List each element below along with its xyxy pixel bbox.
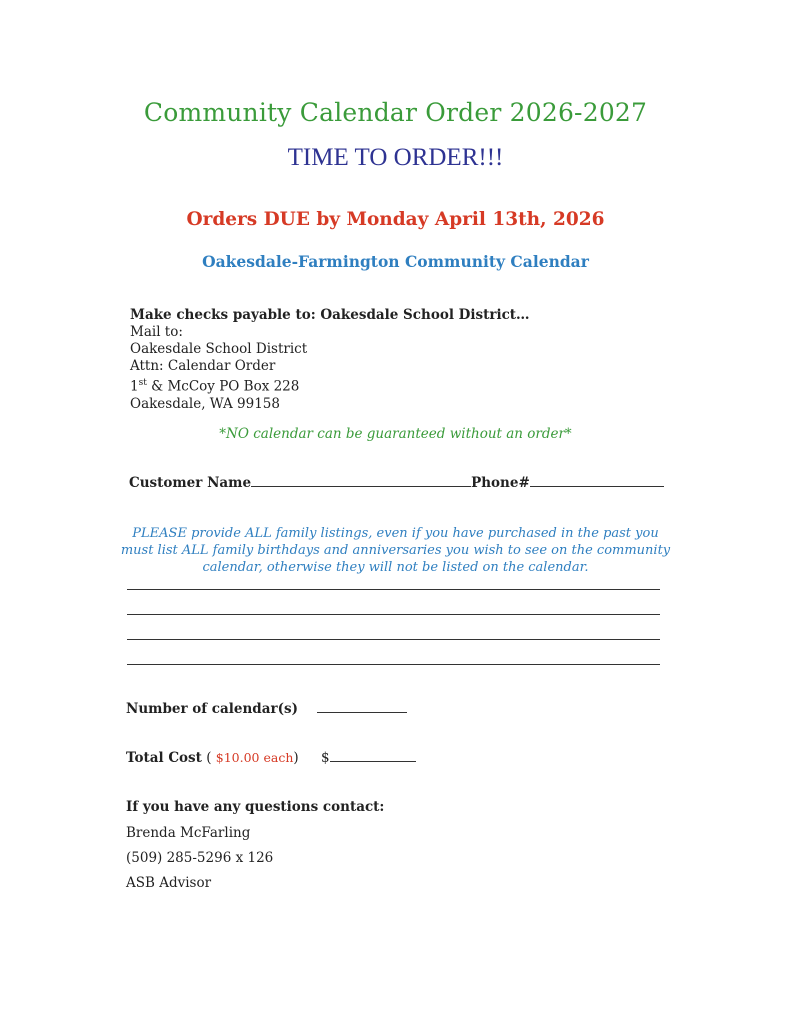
due-date-heading: Orders DUE by Monday April 13th, 2026 <box>186 209 605 230</box>
total-cost-label: Total Cost <box>126 750 202 766</box>
contact-role: ASB Advisor <box>126 875 212 891</box>
family-listing-instructions: PLEASE provide ALL family listings, even if you have purchased in the past you must list ALL family birthdays and anniversaries you wish to see on the community calendar, otherwise they will not be listed on the calendar. <box>120 526 671 575</box>
checks-payable-line: Make checks payable to: Oakesdale School District… <box>130 307 530 323</box>
family-listing-line-4[interactable] <box>127 664 660 665</box>
contact-phone: (509) 285-5296 x 126 <box>126 850 274 866</box>
customer-row <box>129 474 664 491</box>
family-listing-line-3[interactable] <box>127 639 660 640</box>
phone-label: Phone# <box>471 475 530 491</box>
address-line-1: Oakesdale School District <box>130 341 308 357</box>
dollar-sign: $ <box>320 750 330 766</box>
mail-to-label: Mail to: <box>130 324 183 340</box>
phone-field[interactable] <box>530 474 664 487</box>
quantity-field[interactable] <box>317 700 407 713</box>
unit-price: $10.00 each <box>215 750 294 765</box>
time-to-order-heading: TIME TO ORDER!!! <box>287 144 504 171</box>
address-line-3: 1st & McCoy PO Box 228 <box>130 378 300 395</box>
quantity-row <box>126 700 407 717</box>
guarantee-note: *NO calendar can be guaranteed without an order* <box>219 426 572 442</box>
total-cost-row: Total Cost ( $10.00 each) $ <box>126 749 416 766</box>
total-cost-field[interactable] <box>330 749 416 762</box>
calendar-name-heading: Oakesdale-Farmington Community Calendar <box>202 252 589 271</box>
mailing-instructions <box>130 307 530 413</box>
family-listing-line-2[interactable] <box>127 614 660 615</box>
address-line-4: Oakesdale, WA 99158 <box>130 395 280 412</box>
customer-name-field[interactable] <box>251 474 471 487</box>
customer-name-label: Customer Name <box>129 475 252 491</box>
form-title: Community Calendar Order 2026-2027 <box>143 98 648 127</box>
address-line-2: Attn: Calendar Order <box>130 358 276 374</box>
contact-name: Brenda McFarling <box>126 825 251 841</box>
contact-heading: If you have any questions contact: <box>126 799 385 815</box>
quantity-label: Number of calendar(s) <box>126 701 298 717</box>
family-listing-line-1[interactable] <box>127 589 660 590</box>
